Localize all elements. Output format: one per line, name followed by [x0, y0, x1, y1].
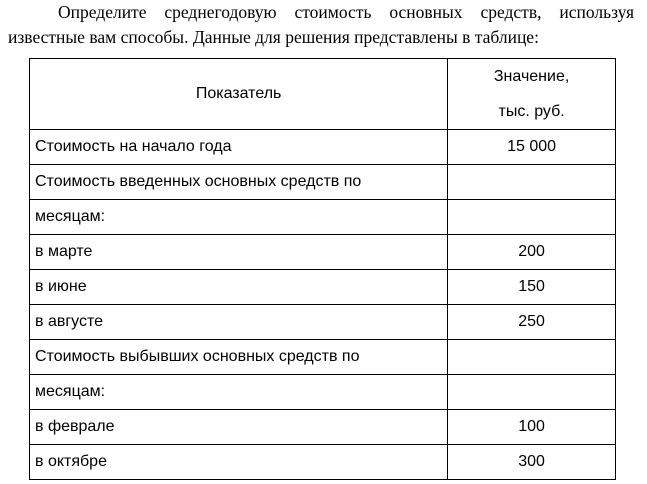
- row-label: месяцам:: [30, 375, 448, 410]
- row-value: [448, 200, 616, 235]
- row-value: 250: [448, 305, 616, 340]
- table-row: [30, 270, 616, 305]
- row-label: месяцам:: [30, 200, 448, 235]
- row-value: 300: [448, 445, 616, 480]
- table-row: [30, 305, 616, 340]
- table-row: [30, 410, 616, 445]
- row-label: Стоимость на начало года: [30, 130, 448, 165]
- header-value-line-2: тыс. руб.: [498, 103, 565, 120]
- intro-line-1: Определите среднегодовую стоимость основных средств, используя: [58, 2, 634, 22]
- table-row: [30, 235, 616, 270]
- table-row: [30, 340, 616, 375]
- table-header-row: [30, 59, 616, 130]
- header-value: [448, 59, 616, 130]
- header-indicator: Показатель: [30, 59, 448, 130]
- row-value: 100: [448, 410, 616, 445]
- row-label: в августе: [30, 305, 448, 340]
- row-value: [448, 375, 616, 410]
- table-row: [30, 200, 616, 235]
- row-label: Стоимость введенных основных средств по: [30, 165, 448, 200]
- fixed-assets-table: [29, 58, 616, 480]
- row-label: в марте: [30, 235, 448, 270]
- table-row: [30, 445, 616, 480]
- table-row: [30, 375, 616, 410]
- row-value: [448, 165, 616, 200]
- row-value: [448, 340, 616, 375]
- row-label: в феврале: [30, 410, 448, 445]
- intro-line-2: известные вам способы. Данные для решения представлены в таблице:: [8, 27, 539, 47]
- row-value: 150: [448, 270, 616, 305]
- row-value: 15 000: [448, 130, 616, 165]
- intro-paragraph: [8, 0, 634, 50]
- row-label: в июне: [30, 270, 448, 305]
- row-label: Стоимость выбывших основных средств по: [30, 340, 448, 375]
- row-label: в октябре: [30, 445, 448, 480]
- table-row: [30, 130, 616, 165]
- table-row: [30, 165, 616, 200]
- header-value-line-1: Значение,: [493, 68, 570, 85]
- row-value: 200: [448, 235, 616, 270]
